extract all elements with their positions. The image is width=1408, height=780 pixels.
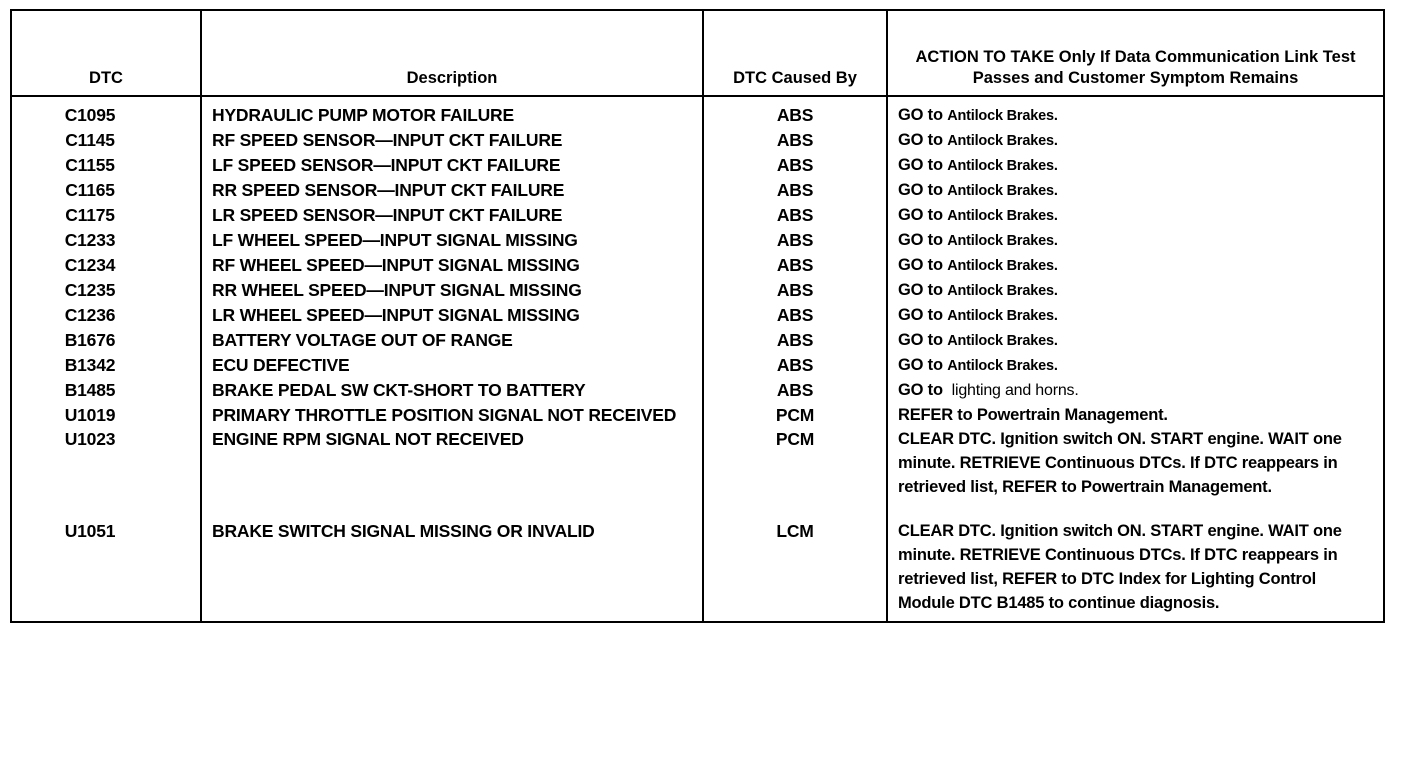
dtc-action [887, 378, 1384, 403]
action-reference: Antilock Brakes. [947, 333, 1058, 349]
dtc-description: RR WHEEL SPEED—INPUT SIGNAL MISSING [201, 278, 703, 303]
action-reference: Antilock Brakes. [947, 108, 1058, 124]
action-prefix: GO to [898, 106, 943, 124]
dtc-description: RR SPEED SENSOR—INPUT CKT FAILURE [201, 178, 703, 203]
dtc-action: CLEAR DTC. Ignition switch ON. START engine. WAIT one minute. RETRIEVE Continuous DTCs. If DTC reappears in retrieved list, REFER to DTC Index for Lighting Control Module DTC B1485 to continue diagnosis. [887, 519, 1384, 622]
dtc-description: ECU DEFECTIVE [201, 353, 703, 378]
dtc-description: LR WHEEL SPEED—INPUT SIGNAL MISSING [201, 303, 703, 328]
table-row [11, 378, 1384, 403]
dtc-caused-by: ABS [703, 303, 887, 328]
dtc-description: RF SPEED SENSOR—INPUT CKT FAILURE [201, 128, 703, 153]
dtc-caused-by: LCM [703, 519, 887, 622]
action-reference: Antilock Brakes. [947, 308, 1058, 324]
dtc-caused-by: ABS [703, 96, 887, 128]
dtc-action: REFER to Powertrain Management. [887, 403, 1384, 427]
dtc-table [10, 9, 1385, 623]
dtc-caused-by: ABS [703, 203, 887, 228]
dtc-action [887, 178, 1384, 203]
action-prefix: GO to [898, 206, 943, 224]
dtc-description: LF WHEEL SPEED—INPUT SIGNAL MISSING [201, 228, 703, 253]
dtc-caused-by: ABS [703, 153, 887, 178]
dtc-action [887, 203, 1384, 228]
action-reference: Antilock Brakes. [947, 133, 1058, 149]
dtc-caused-by: PCM [703, 427, 887, 519]
dtc-code: B1676 [11, 328, 201, 353]
action-prefix: GO to [898, 356, 943, 374]
table-row [11, 427, 1384, 519]
dtc-description: PRIMARY THROTTLE POSITION SIGNAL NOT RECEIVED [201, 403, 703, 427]
action-prefix: GO to [898, 156, 943, 174]
action-reference: Antilock Brakes. [947, 233, 1058, 249]
table-row [11, 403, 1384, 427]
dtc-description: LR SPEED SENSOR—INPUT CKT FAILURE [201, 203, 703, 228]
header-row [11, 10, 1384, 96]
dtc-caused-by: ABS [703, 378, 887, 403]
dtc-code: C1236 [11, 303, 201, 328]
dtc-code: C1235 [11, 278, 201, 303]
table-row [11, 178, 1384, 203]
dtc-caused-by: ABS [703, 128, 887, 153]
dtc-code: C1145 [11, 128, 201, 153]
action-prefix: GO to [898, 256, 943, 274]
dtc-code: B1342 [11, 353, 201, 378]
action-prefix: GO to [898, 231, 943, 249]
action-prefix: GO to [898, 181, 943, 199]
action-prefix: GO to [898, 306, 943, 324]
dtc-description: BATTERY VOLTAGE OUT OF RANGE [201, 328, 703, 353]
dtc-description: ENGINE RPM SIGNAL NOT RECEIVED [201, 427, 703, 519]
dtc-code: C1165 [11, 178, 201, 203]
table-row [11, 253, 1384, 278]
dtc-caused-by: ABS [703, 353, 887, 378]
table-row [11, 353, 1384, 378]
action-prefix: GO to [898, 381, 943, 399]
dtc-description: HYDRAULIC PUMP MOTOR FAILURE [201, 96, 703, 128]
action-reference: Antilock Brakes. [947, 183, 1058, 199]
table-row [11, 303, 1384, 328]
header-caused-by: DTC Caused By [703, 10, 887, 96]
dtc-code: C1175 [11, 203, 201, 228]
dtc-description: RF WHEEL SPEED—INPUT SIGNAL MISSING [201, 253, 703, 278]
dtc-action [887, 303, 1384, 328]
action-prefix: GO to [898, 281, 943, 299]
header-description: Description [201, 10, 703, 96]
header-dtc: DTC [11, 10, 201, 96]
table-row [11, 519, 1384, 622]
action-prefix: GO to [898, 331, 943, 349]
dtc-caused-by: ABS [703, 228, 887, 253]
dtc-action [887, 96, 1384, 128]
dtc-action [887, 253, 1384, 278]
dtc-action [887, 278, 1384, 303]
dtc-caused-by: ABS [703, 328, 887, 353]
dtc-description: LF SPEED SENSOR—INPUT CKT FAILURE [201, 153, 703, 178]
dtc-action [887, 328, 1384, 353]
dtc-caused-by: ABS [703, 178, 887, 203]
header-action: ACTION TO TAKE Only If Data Communication Link Test Passes and Customer Symptom Remains [887, 10, 1384, 96]
table-row [11, 203, 1384, 228]
dtc-code: C1155 [11, 153, 201, 178]
table-row [11, 128, 1384, 153]
dtc-code: C1233 [11, 228, 201, 253]
dtc-action [887, 128, 1384, 153]
action-reference: Antilock Brakes. [947, 208, 1058, 224]
action-reference: Antilock Brakes. [947, 258, 1058, 274]
dtc-description: BRAKE PEDAL SW CKT-SHORT TO BATTERY [201, 378, 703, 403]
dtc-action: CLEAR DTC. Ignition switch ON. START engine. WAIT one minute. RETRIEVE Continuous DTCs. If DTC reappears in retrieved list, REFER to Powertrain Management. [887, 427, 1384, 519]
dtc-code: U1019 [11, 403, 201, 427]
dtc-caused-by: PCM [703, 403, 887, 427]
dtc-description: BRAKE SWITCH SIGNAL MISSING OR INVALID [201, 519, 703, 622]
dtc-action [887, 228, 1384, 253]
action-prefix: GO to [898, 131, 943, 149]
action-reference: lighting and horns. [951, 382, 1079, 399]
dtc-caused-by: ABS [703, 278, 887, 303]
table-row [11, 228, 1384, 253]
dtc-caused-by: ABS [703, 253, 887, 278]
table-row [11, 328, 1384, 353]
table-row [11, 96, 1384, 128]
dtc-code: U1023 [11, 427, 201, 519]
action-reference: Antilock Brakes. [947, 283, 1058, 299]
action-reference: Antilock Brakes. [947, 158, 1058, 174]
table-row [11, 153, 1384, 178]
action-reference: Antilock Brakes. [947, 358, 1058, 374]
dtc-code: C1095 [11, 96, 201, 128]
dtc-code: C1234 [11, 253, 201, 278]
dtc-code: U1051 [11, 519, 201, 622]
table-row [11, 278, 1384, 303]
dtc-code: B1485 [11, 378, 201, 403]
dtc-action [887, 153, 1384, 178]
dtc-action [887, 353, 1384, 378]
